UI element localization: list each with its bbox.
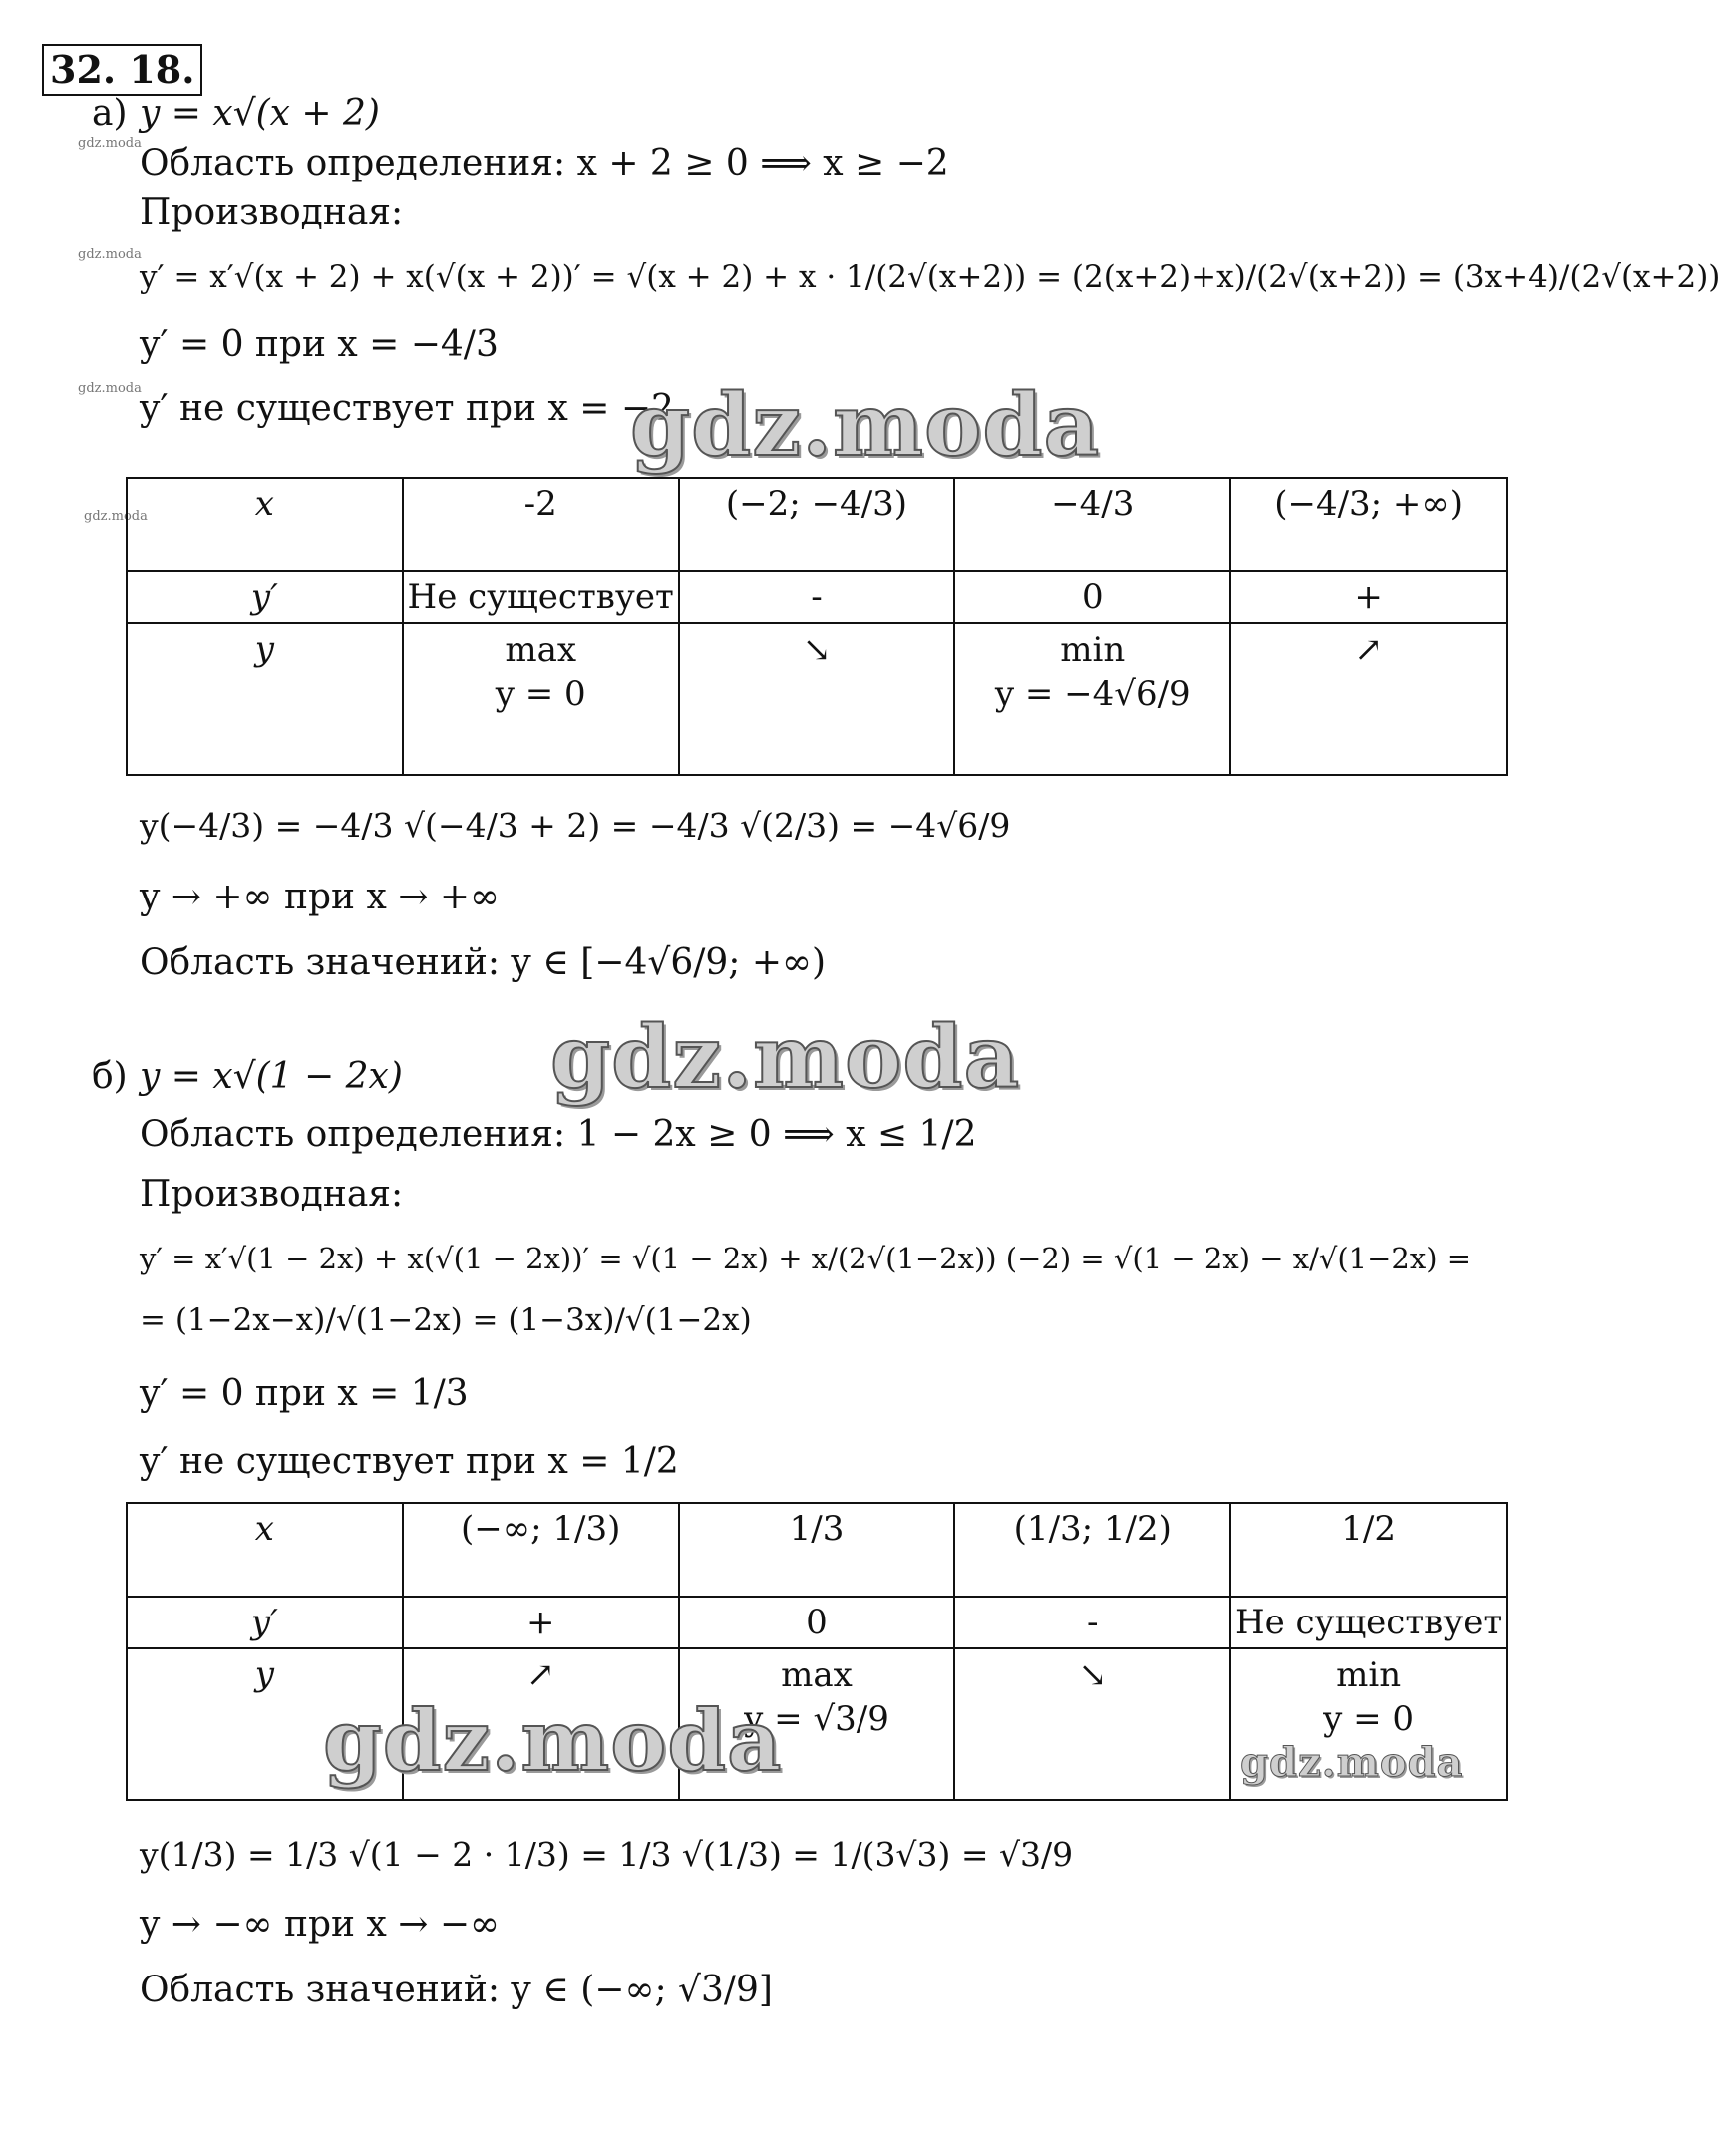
part-a-derivative: y′ = x′√(x + 2) + x(√(x + 2))′ = √(x + 2) + x · 1/(2√(x+2)) = (2(x+2)+x)/(2√(x+2)) = (3x+4)/(2√(x+2)) (140, 259, 1720, 295)
table-row (127, 1597, 1507, 1648)
arrow-up-right-icon: ↗ (525, 1655, 555, 1695)
table-cell: 0 (679, 1597, 955, 1648)
part-b-limit: y → −∞ при x → −∞ (140, 1904, 500, 1945)
part-b-derivative-1: y′ = x′√(1 − 2x) + x(√(1 − 2x))′ = √(1 − 2x) + x/(2√(1−2x)) (−2) = √(1 − 2x) − x/√(1−2x) = (140, 1242, 1472, 1275)
table-cell: 1/3 (679, 1503, 955, 1597)
extremum-value: y = √3/9 (744, 1699, 889, 1739)
watermark-big: gdz.moda (630, 375, 1101, 476)
table-row (127, 478, 1507, 571)
extremum-value: y = 0 (495, 674, 586, 714)
table-cell: (1/3; 1/2) (954, 1503, 1230, 1597)
arrow-down-right-icon: ↘ (1078, 1655, 1108, 1695)
part-b-value-calc: y(1/3) = 1/3 √(1 − 2 · 1/3) = 1/3 √(1/3) = 1/(3√3) = √3/9 (140, 1835, 1074, 1874)
table-cell: y (127, 623, 403, 775)
part-a-limit: y → +∞ при x → +∞ (140, 877, 500, 917)
extremum-value: y = −4√6/9 (994, 674, 1191, 714)
part-a-zero: y′ = 0 при x = −4/3 (140, 324, 499, 365)
watermark-small: gdz.moda (78, 381, 142, 396)
table-cell: -2 (403, 478, 679, 571)
part-b-domain: Область определения: 1 − 2x ≥ 0 ⟹ x ≤ 1/2 (140, 1114, 977, 1155)
table-cell (679, 623, 955, 775)
table-cell (954, 623, 1230, 775)
table-cell: - (954, 1597, 1230, 1648)
watermark-big: gdz.moda (1240, 1739, 1464, 1786)
watermark-big: gdz.moda (550, 1007, 1021, 1108)
extremum-label: max (505, 630, 577, 670)
extremum-label: min (1336, 1655, 1402, 1695)
watermark-small: gdz.moda (84, 509, 148, 524)
part-a-label: а) (92, 93, 128, 134)
part-a-function: y = x√(x + 2) (140, 93, 380, 134)
table-cell: (−∞; 1/3) (403, 1503, 679, 1597)
part-a-not-exists: y′ не существует при x = −2 (140, 388, 674, 429)
table-cell: (−4/3; +∞) (1230, 478, 1507, 571)
table-cell (954, 1648, 1230, 1800)
part-b-function: y = x√(1 − 2x) (140, 1056, 403, 1097)
watermark-big: gdz.moda (323, 1691, 783, 1790)
table-cell: + (1230, 571, 1507, 623)
table-row (127, 1503, 1507, 1597)
table-cell: 1/2 (1230, 1503, 1507, 1597)
part-a-derivative-title: Производная: (140, 192, 404, 233)
table-cell: y′ (127, 1597, 403, 1648)
part-b-not-exists: y′ не существует при x = 1/2 (140, 1441, 679, 1482)
table-row (127, 623, 1507, 775)
table-cell: y′ (127, 571, 403, 623)
table-cell: Не существует (403, 571, 679, 623)
part-a-domain: Область определения: x + 2 ≥ 0 ⟹ x ≥ −2 (140, 143, 949, 183)
table-cell: 0 (954, 571, 1230, 623)
part-a-value-calc: y(−4/3) = −4/3 √(−4/3 + 2) = −4/3 √(2/3) = −4√6/9 (140, 806, 1011, 845)
table-cell: + (403, 1597, 679, 1648)
table-cell: −4/3 (954, 478, 1230, 571)
table-cell: Не существует (1230, 1597, 1507, 1648)
extremum-value: y = 0 (1323, 1699, 1415, 1739)
extremum-label: min (1060, 630, 1126, 670)
part-a-range: Область значений: y ∈ [−4√6/9; +∞) (140, 942, 827, 983)
watermark-small: gdz.moda (78, 136, 142, 151)
arrow-up-right-icon: ↗ (1354, 630, 1383, 670)
table-row (127, 571, 1507, 623)
part-b-derivative-2: = (1−2x−x)/√(1−2x) = (1−3x)/√(1−2x) (140, 1302, 752, 1338)
table-cell: - (679, 571, 955, 623)
table-cell: y (127, 1648, 403, 1800)
table-cell (1230, 623, 1507, 775)
problem-number: 32. 18. (42, 44, 202, 96)
part-a-table (126, 477, 1508, 776)
extremum-label: max (781, 1655, 853, 1695)
table-cell: x (127, 478, 403, 571)
part-b-range: Область значений: y ∈ (−∞; √3/9] (140, 1970, 773, 2010)
table-cell (403, 623, 679, 775)
table-cell: (−2; −4/3) (679, 478, 955, 571)
part-b-zero: y′ = 0 при x = 1/3 (140, 1373, 469, 1414)
part-b-label: б) (92, 1056, 128, 1097)
table-cell: x (127, 1503, 403, 1597)
part-b-derivative-title: Производная: (140, 1174, 404, 1215)
watermark-small: gdz.moda (78, 247, 142, 262)
arrow-down-right-icon: ↘ (802, 630, 832, 670)
